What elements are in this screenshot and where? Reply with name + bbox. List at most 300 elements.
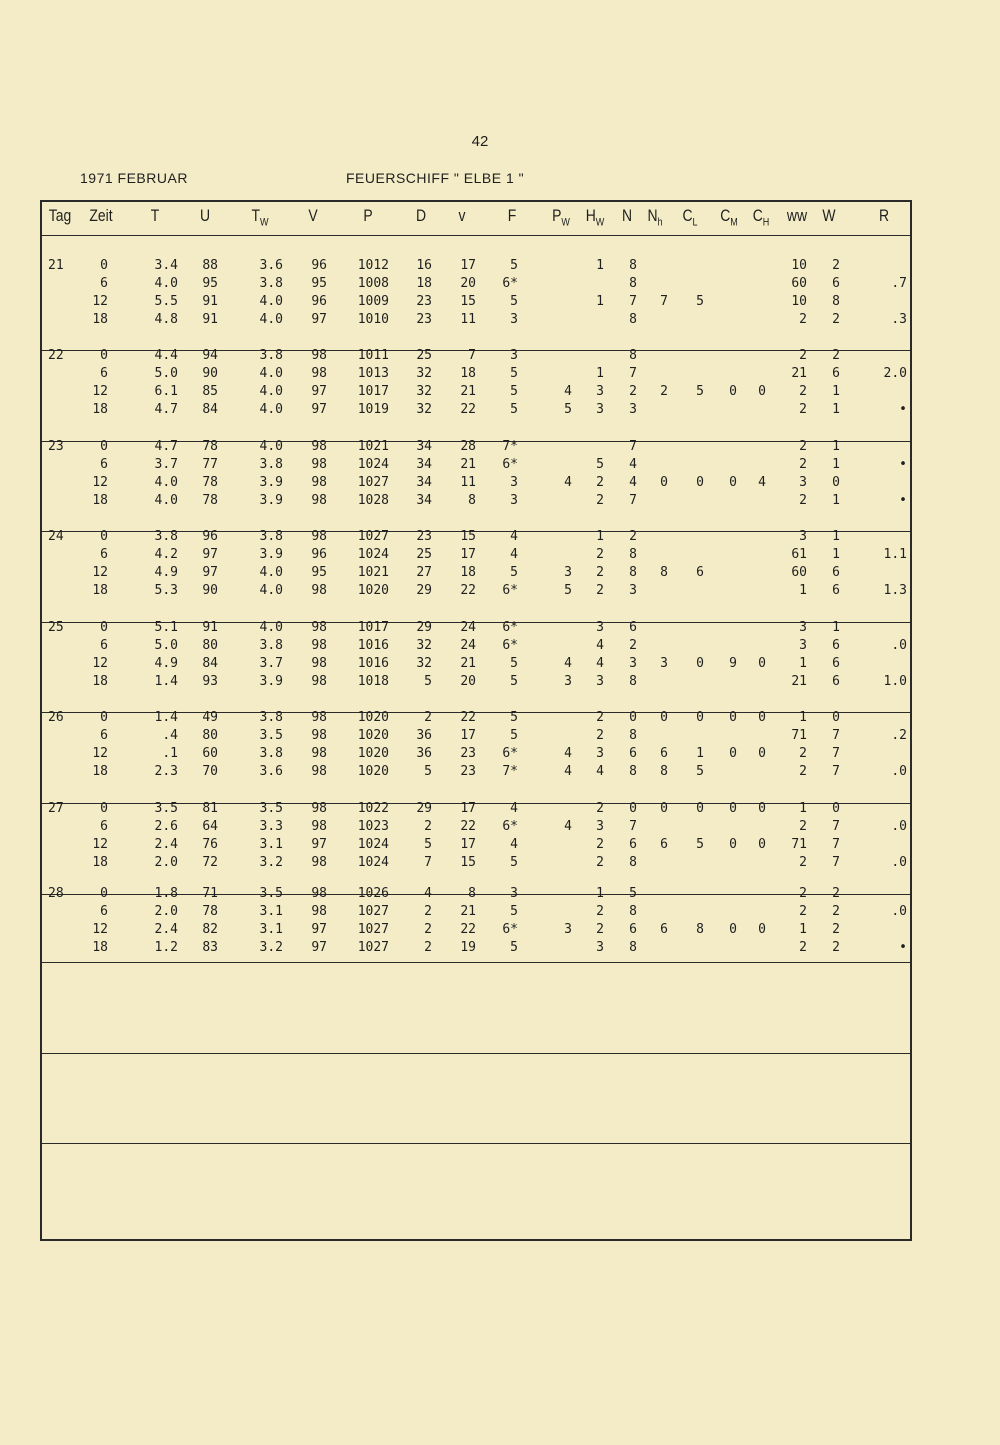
header-year-month: 1971 FEBRUAR xyxy=(80,170,188,186)
day-cell: 22 xyxy=(48,348,64,363)
table-cell: 1008 xyxy=(357,276,389,291)
table-cell: 2 xyxy=(596,728,604,743)
table-cell: 7 xyxy=(629,819,637,834)
table-cell: 0 xyxy=(832,710,840,725)
table-cell: 97 xyxy=(202,547,218,562)
table-cell: 3 xyxy=(510,312,518,327)
table-cell: 8 xyxy=(696,922,704,937)
table-cell: 2 xyxy=(832,886,840,901)
table-cell: .0 xyxy=(891,764,907,779)
table-cell: 8 xyxy=(629,904,637,919)
table-cell: 1 xyxy=(799,583,807,598)
table-cell: 10 xyxy=(791,294,807,309)
table-cell: 2 xyxy=(596,565,604,580)
table-cell: 1 xyxy=(832,439,840,454)
column-header-subscript: L xyxy=(692,216,698,229)
table-cell: 3 xyxy=(596,746,604,761)
table-cell: 4 xyxy=(510,837,518,852)
table-cell: 2 xyxy=(832,904,840,919)
table-cell: 98 xyxy=(311,728,327,743)
column-header-label: H xyxy=(585,206,596,225)
column-header-label: P xyxy=(552,206,562,225)
table-cell: 7 xyxy=(468,348,476,363)
table-cell: 1 xyxy=(596,294,604,309)
table-cell: 0 xyxy=(729,475,737,490)
table-cell: 2 xyxy=(799,493,807,508)
table-cell: 8 xyxy=(660,565,668,580)
table-cell: 2.0 xyxy=(154,855,178,870)
table-cell: 2.4 xyxy=(154,837,178,852)
table-cell: 49 xyxy=(202,710,218,725)
table-cell: 2 xyxy=(832,940,840,955)
table-cell: 3 xyxy=(564,565,572,580)
table-cell: 21 xyxy=(791,366,807,381)
table-cell: 1017 xyxy=(357,620,389,635)
table-cell: 4 xyxy=(564,746,572,761)
table-cell: 4.0 xyxy=(259,565,283,580)
table-cell: 3.1 xyxy=(259,922,283,937)
table-cell: 2 xyxy=(596,855,604,870)
column-header xyxy=(81,206,122,226)
table-cell: 1027 xyxy=(357,475,389,490)
table-cell: 90 xyxy=(202,583,218,598)
table-cell: 17 xyxy=(460,547,476,562)
table-cell: 1027 xyxy=(357,940,389,955)
table-cell: 1.3 xyxy=(883,583,907,598)
table-cell: 1024 xyxy=(357,547,389,562)
table-cell: 4.4 xyxy=(154,348,178,363)
day-cell: 25 xyxy=(48,620,64,635)
column-header-label: C xyxy=(720,206,731,225)
table-cell: 5.5 xyxy=(154,294,178,309)
column-header-label: V xyxy=(308,206,318,225)
column-header-label: T xyxy=(251,206,260,225)
table-cell: 22 xyxy=(460,402,476,417)
table-cell: 3 xyxy=(510,493,518,508)
table-cell: 2 xyxy=(424,940,432,955)
column-header-label: v xyxy=(458,206,466,225)
table-cell: 80 xyxy=(202,728,218,743)
header-station: FEUERSCHIFF " ELBE 1 " xyxy=(346,170,525,186)
table-cell: 5 xyxy=(424,837,432,852)
table-cell: 23 xyxy=(416,312,432,327)
table-cell: 3.9 xyxy=(259,547,283,562)
table-cell: 1.4 xyxy=(154,710,178,725)
table-cell: .1 xyxy=(162,746,178,761)
table-cell: 3.8 xyxy=(259,638,283,653)
table-cell: 5 xyxy=(510,656,518,671)
day-cell: 21 xyxy=(48,258,64,273)
table-cell: 6* xyxy=(502,922,518,937)
table-cell: 4 xyxy=(564,475,572,490)
table-cell: 82 xyxy=(202,922,218,937)
table-cell: 7 xyxy=(832,728,840,743)
table-cell: 18 xyxy=(416,276,432,291)
table-cell: 81 xyxy=(202,801,218,816)
table-cell: 0 xyxy=(758,746,766,761)
table-cell: 91 xyxy=(202,294,218,309)
table-cell: 3 xyxy=(596,940,604,955)
table-cell: 22 xyxy=(460,922,476,937)
table-cell: 8 xyxy=(660,764,668,779)
table-cell: 8 xyxy=(629,940,637,955)
table-cell: 98 xyxy=(311,710,327,725)
table-cell: 1.2 xyxy=(154,940,178,955)
table-cell: 5 xyxy=(596,457,604,472)
table-cell: 76 xyxy=(202,837,218,852)
table-cell: 0 xyxy=(100,710,108,725)
table-cell: 3 xyxy=(596,402,604,417)
table-cell: 32 xyxy=(416,384,432,399)
table-cell: 6 xyxy=(832,638,840,653)
table-cell: 23 xyxy=(416,529,432,544)
table-cell: 7 xyxy=(832,746,840,761)
table-cell: 3.1 xyxy=(259,904,283,919)
table-cell: 1020 xyxy=(357,710,389,725)
table-cell: 3 xyxy=(799,529,807,544)
table-cell: 3 xyxy=(799,638,807,653)
table-cell: 3.4 xyxy=(154,258,178,273)
table-cell: 28 xyxy=(460,439,476,454)
table-cell: 2 xyxy=(424,922,432,937)
table-cell: 1026 xyxy=(357,886,389,901)
column-header-subscript: W xyxy=(595,216,605,229)
table-cell: 2 xyxy=(629,638,637,653)
table-cell: 4 xyxy=(629,475,637,490)
table-cell: 84 xyxy=(202,402,218,417)
table-cell: 1012 xyxy=(357,258,389,273)
table-cell: 7* xyxy=(502,439,518,454)
table-cell: 21 xyxy=(460,457,476,472)
table-cell: 34 xyxy=(416,493,432,508)
table-cell: 32 xyxy=(416,402,432,417)
table-cell: 60 xyxy=(791,276,807,291)
column-header xyxy=(240,206,281,228)
table-cell: 3 xyxy=(564,674,572,689)
table-cell: 98 xyxy=(311,475,327,490)
table-cell: 5 xyxy=(510,710,518,725)
table-cell: 2 xyxy=(596,837,604,852)
table-cell: • xyxy=(899,402,907,417)
table-cell: 16 xyxy=(416,258,432,273)
table-cell: 2 xyxy=(596,801,604,816)
table-cell: 2 xyxy=(799,746,807,761)
table-cell: 6 xyxy=(100,547,108,562)
table-cell: 95 xyxy=(311,565,327,580)
table-cell: 1027 xyxy=(357,922,389,937)
table-cell: 91 xyxy=(202,312,218,327)
table-cell: 4.9 xyxy=(154,656,178,671)
table-cell: 12 xyxy=(92,475,108,490)
table-cell: 2 xyxy=(799,457,807,472)
table-cell: 25 xyxy=(416,348,432,363)
table-cell: 97 xyxy=(202,565,218,580)
table-cell: 24 xyxy=(460,638,476,653)
table-cell: 2 xyxy=(596,710,604,725)
table-cell: 18 xyxy=(92,493,108,508)
table-cell: 5 xyxy=(510,728,518,743)
column-header xyxy=(401,206,442,226)
column-header xyxy=(492,206,533,226)
table-cell: 0 xyxy=(100,529,108,544)
table-cell: .0 xyxy=(891,904,907,919)
table-cell: 6 xyxy=(100,638,108,653)
table-cell: 32 xyxy=(416,638,432,653)
table-cell: 29 xyxy=(416,620,432,635)
column-header-label: Tag xyxy=(48,206,72,225)
column-header xyxy=(135,206,176,226)
table-cell: 0 xyxy=(629,801,637,816)
table-cell: 98 xyxy=(311,904,327,919)
table-cell: 20 xyxy=(460,276,476,291)
table-cell: 8 xyxy=(629,547,637,562)
table-cell: 98 xyxy=(311,746,327,761)
table-cell: 0 xyxy=(100,801,108,816)
table-cell: 6.1 xyxy=(154,384,178,399)
table-cell: 1.8 xyxy=(154,886,178,901)
column-header-label: N xyxy=(621,206,633,225)
table-cell: 3.8 xyxy=(259,457,283,472)
table-cell: 8 xyxy=(629,276,637,291)
table-cell: 17 xyxy=(460,258,476,273)
table-cell: 18 xyxy=(460,565,476,580)
table-cell: 96 xyxy=(311,547,327,562)
table-cell: 6 xyxy=(629,922,637,937)
table-cell: 0 xyxy=(660,801,668,816)
table-cell: 1 xyxy=(799,710,807,725)
table-cell: 60 xyxy=(202,746,218,761)
table-cell: 2.4 xyxy=(154,922,178,937)
table-cell: 64 xyxy=(202,819,218,834)
table-cell: 98 xyxy=(311,674,327,689)
table-cell: 1 xyxy=(832,529,840,544)
table-cell: 2 xyxy=(799,402,807,417)
table-cell: 4.0 xyxy=(154,276,178,291)
table-cell: 5 xyxy=(629,886,637,901)
table-cell: 3.7 xyxy=(259,656,283,671)
table-cell: 1009 xyxy=(357,294,389,309)
table-cell: 1 xyxy=(596,529,604,544)
column-header-label: D xyxy=(415,206,427,225)
table-cell: 11 xyxy=(460,475,476,490)
table-cell: 88 xyxy=(202,258,218,273)
table-cell: 70 xyxy=(202,764,218,779)
table-cell: • xyxy=(899,493,907,508)
table-cell: 78 xyxy=(202,439,218,454)
table-cell: 3.8 xyxy=(259,710,283,725)
table-cell: 1020 xyxy=(357,583,389,598)
table-cell: 2 xyxy=(424,904,432,919)
table-cell: 8 xyxy=(832,294,840,309)
column-header xyxy=(185,206,226,226)
table-cell: 18 xyxy=(460,366,476,381)
table-cell: 3.1 xyxy=(259,837,283,852)
column-header-label: W xyxy=(822,206,836,225)
table-cell: 3 xyxy=(510,886,518,901)
table-cell: 3.8 xyxy=(259,348,283,363)
table-cell: 3.5 xyxy=(154,801,178,816)
table-cell: 3.9 xyxy=(259,674,283,689)
table-cell: 1021 xyxy=(357,439,389,454)
table-cell: 0 xyxy=(100,886,108,901)
day-cell: 28 xyxy=(48,886,64,901)
table-cell: 7 xyxy=(832,764,840,779)
table-cell: 96 xyxy=(202,529,218,544)
table-cell: .2 xyxy=(891,728,907,743)
table-cell: 34 xyxy=(416,457,432,472)
column-header-subscript: H xyxy=(762,216,770,229)
empty-section-separator xyxy=(42,1053,910,1054)
table-cell: 22 xyxy=(460,583,476,598)
table-cell: 4.8 xyxy=(154,312,178,327)
table-cell: 98 xyxy=(311,819,327,834)
column-header-label: C xyxy=(752,206,763,225)
table-cell: 12 xyxy=(92,384,108,399)
table-cell: .7 xyxy=(891,276,907,291)
table-cell: 0 xyxy=(729,746,737,761)
table-cell: 22 xyxy=(460,710,476,725)
table-cell: 2 xyxy=(596,922,604,937)
table-cell: 17 xyxy=(460,728,476,743)
table-cell: 97 xyxy=(311,922,327,937)
table-cell: 4.7 xyxy=(154,439,178,454)
column-header-label: R xyxy=(878,206,890,225)
table-cell: 0 xyxy=(758,656,766,671)
table-cell: 32 xyxy=(416,656,432,671)
table-cell: 71 xyxy=(791,728,807,743)
table-cell: 0 xyxy=(696,710,704,725)
table-cell: 3.5 xyxy=(259,801,283,816)
table-cell: 78 xyxy=(202,904,218,919)
table-cell: 91 xyxy=(202,620,218,635)
table-cell: 2 xyxy=(799,764,807,779)
table-cell: 1016 xyxy=(357,638,389,653)
table-cell: 0 xyxy=(696,475,704,490)
day-cell: 26 xyxy=(48,710,64,725)
table-cell: 3.8 xyxy=(259,529,283,544)
table-cell: 2 xyxy=(596,493,604,508)
table-cell: 3.3 xyxy=(259,819,283,834)
table-cell: 6 xyxy=(629,746,637,761)
table-cell: 0 xyxy=(832,801,840,816)
table-cell: 5 xyxy=(424,764,432,779)
table-cell: 6 xyxy=(660,746,668,761)
table-cell: 72 xyxy=(202,855,218,870)
table-cell: 6 xyxy=(832,674,840,689)
table-cell: 95 xyxy=(311,276,327,291)
table-cell: 0 xyxy=(696,656,704,671)
table-cell: 1 xyxy=(596,886,604,901)
column-header xyxy=(40,206,81,226)
table-cell: 93 xyxy=(202,674,218,689)
table-cell: 1017 xyxy=(357,384,389,399)
table-cell: 18 xyxy=(92,583,108,598)
table-cell: 2 xyxy=(799,312,807,327)
table-cell: 97 xyxy=(311,402,327,417)
table-cell: 6 xyxy=(660,922,668,937)
table-cell: 34 xyxy=(416,439,432,454)
table-cell: 6 xyxy=(629,620,637,635)
table-cell: 2 xyxy=(596,547,604,562)
table-cell: 2 xyxy=(799,439,807,454)
table-cell: 83 xyxy=(202,940,218,955)
table-cell: 6* xyxy=(502,457,518,472)
table-cell: .4 xyxy=(162,728,178,743)
table-cell: 2 xyxy=(799,819,807,834)
table-cell: 2 xyxy=(799,940,807,955)
header-rule xyxy=(42,235,910,236)
table-cell: 1020 xyxy=(357,746,389,761)
table-cell: 3 xyxy=(596,674,604,689)
table-cell: 2.0 xyxy=(154,904,178,919)
table-cell: 3.5 xyxy=(259,886,283,901)
table-cell: 4 xyxy=(510,547,518,562)
table-cell: 3.8 xyxy=(154,529,178,544)
table-cell: 1 xyxy=(832,457,840,472)
table-cell: 29 xyxy=(416,583,432,598)
table-cell: 1 xyxy=(696,746,704,761)
table-cell: 23 xyxy=(416,294,432,309)
table-cell: 8 xyxy=(629,565,637,580)
table-cell: 1 xyxy=(799,656,807,671)
table-cell: 98 xyxy=(311,439,327,454)
table-cell: 3.9 xyxy=(259,475,283,490)
table-cell: 18 xyxy=(92,855,108,870)
table-cell: 1018 xyxy=(357,674,389,689)
table-cell: 23 xyxy=(460,764,476,779)
table-cell: 1022 xyxy=(357,801,389,816)
table-cell: 21 xyxy=(460,656,476,671)
table-cell: 7 xyxy=(629,294,637,309)
table-cell: 5.0 xyxy=(154,638,178,653)
table-cell: 3.2 xyxy=(259,855,283,870)
table-cell: 8 xyxy=(629,728,637,743)
table-cell: 17 xyxy=(460,801,476,816)
table-cell: 2 xyxy=(799,855,807,870)
table-cell: 6 xyxy=(629,837,637,852)
table-cell: 4.0 xyxy=(259,366,283,381)
table-cell: 3 xyxy=(596,384,604,399)
table-cell: 5.3 xyxy=(154,583,178,598)
table-cell: 0 xyxy=(758,922,766,937)
table-cell: 7 xyxy=(832,837,840,852)
table-cell: 3 xyxy=(510,348,518,363)
table-cell: 0 xyxy=(758,710,766,725)
table-cell: 0 xyxy=(729,710,737,725)
table-cell: 6 xyxy=(100,819,108,834)
table-cell: • xyxy=(899,457,907,472)
table-cell: 60 xyxy=(791,565,807,580)
table-cell: 5 xyxy=(510,366,518,381)
table-cell: .0 xyxy=(891,819,907,834)
table-cell: 4 xyxy=(564,384,572,399)
column-header-label: ww xyxy=(786,206,808,225)
table-cell: 1023 xyxy=(357,819,389,834)
table-cell: 15 xyxy=(460,529,476,544)
table-cell: 25 xyxy=(416,547,432,562)
table-cell: .3 xyxy=(891,312,907,327)
table-cell: 1020 xyxy=(357,728,389,743)
empty-section-separator xyxy=(42,1143,910,1144)
table-cell: 2 xyxy=(629,384,637,399)
table-cell: 5 xyxy=(510,940,518,955)
table-cell: 98 xyxy=(311,529,327,544)
table-cell: 98 xyxy=(311,583,327,598)
table-cell: 4 xyxy=(510,529,518,544)
table-cell: 3.5 xyxy=(259,728,283,743)
table-cell: 0 xyxy=(758,384,766,399)
table-cell: 98 xyxy=(311,801,327,816)
